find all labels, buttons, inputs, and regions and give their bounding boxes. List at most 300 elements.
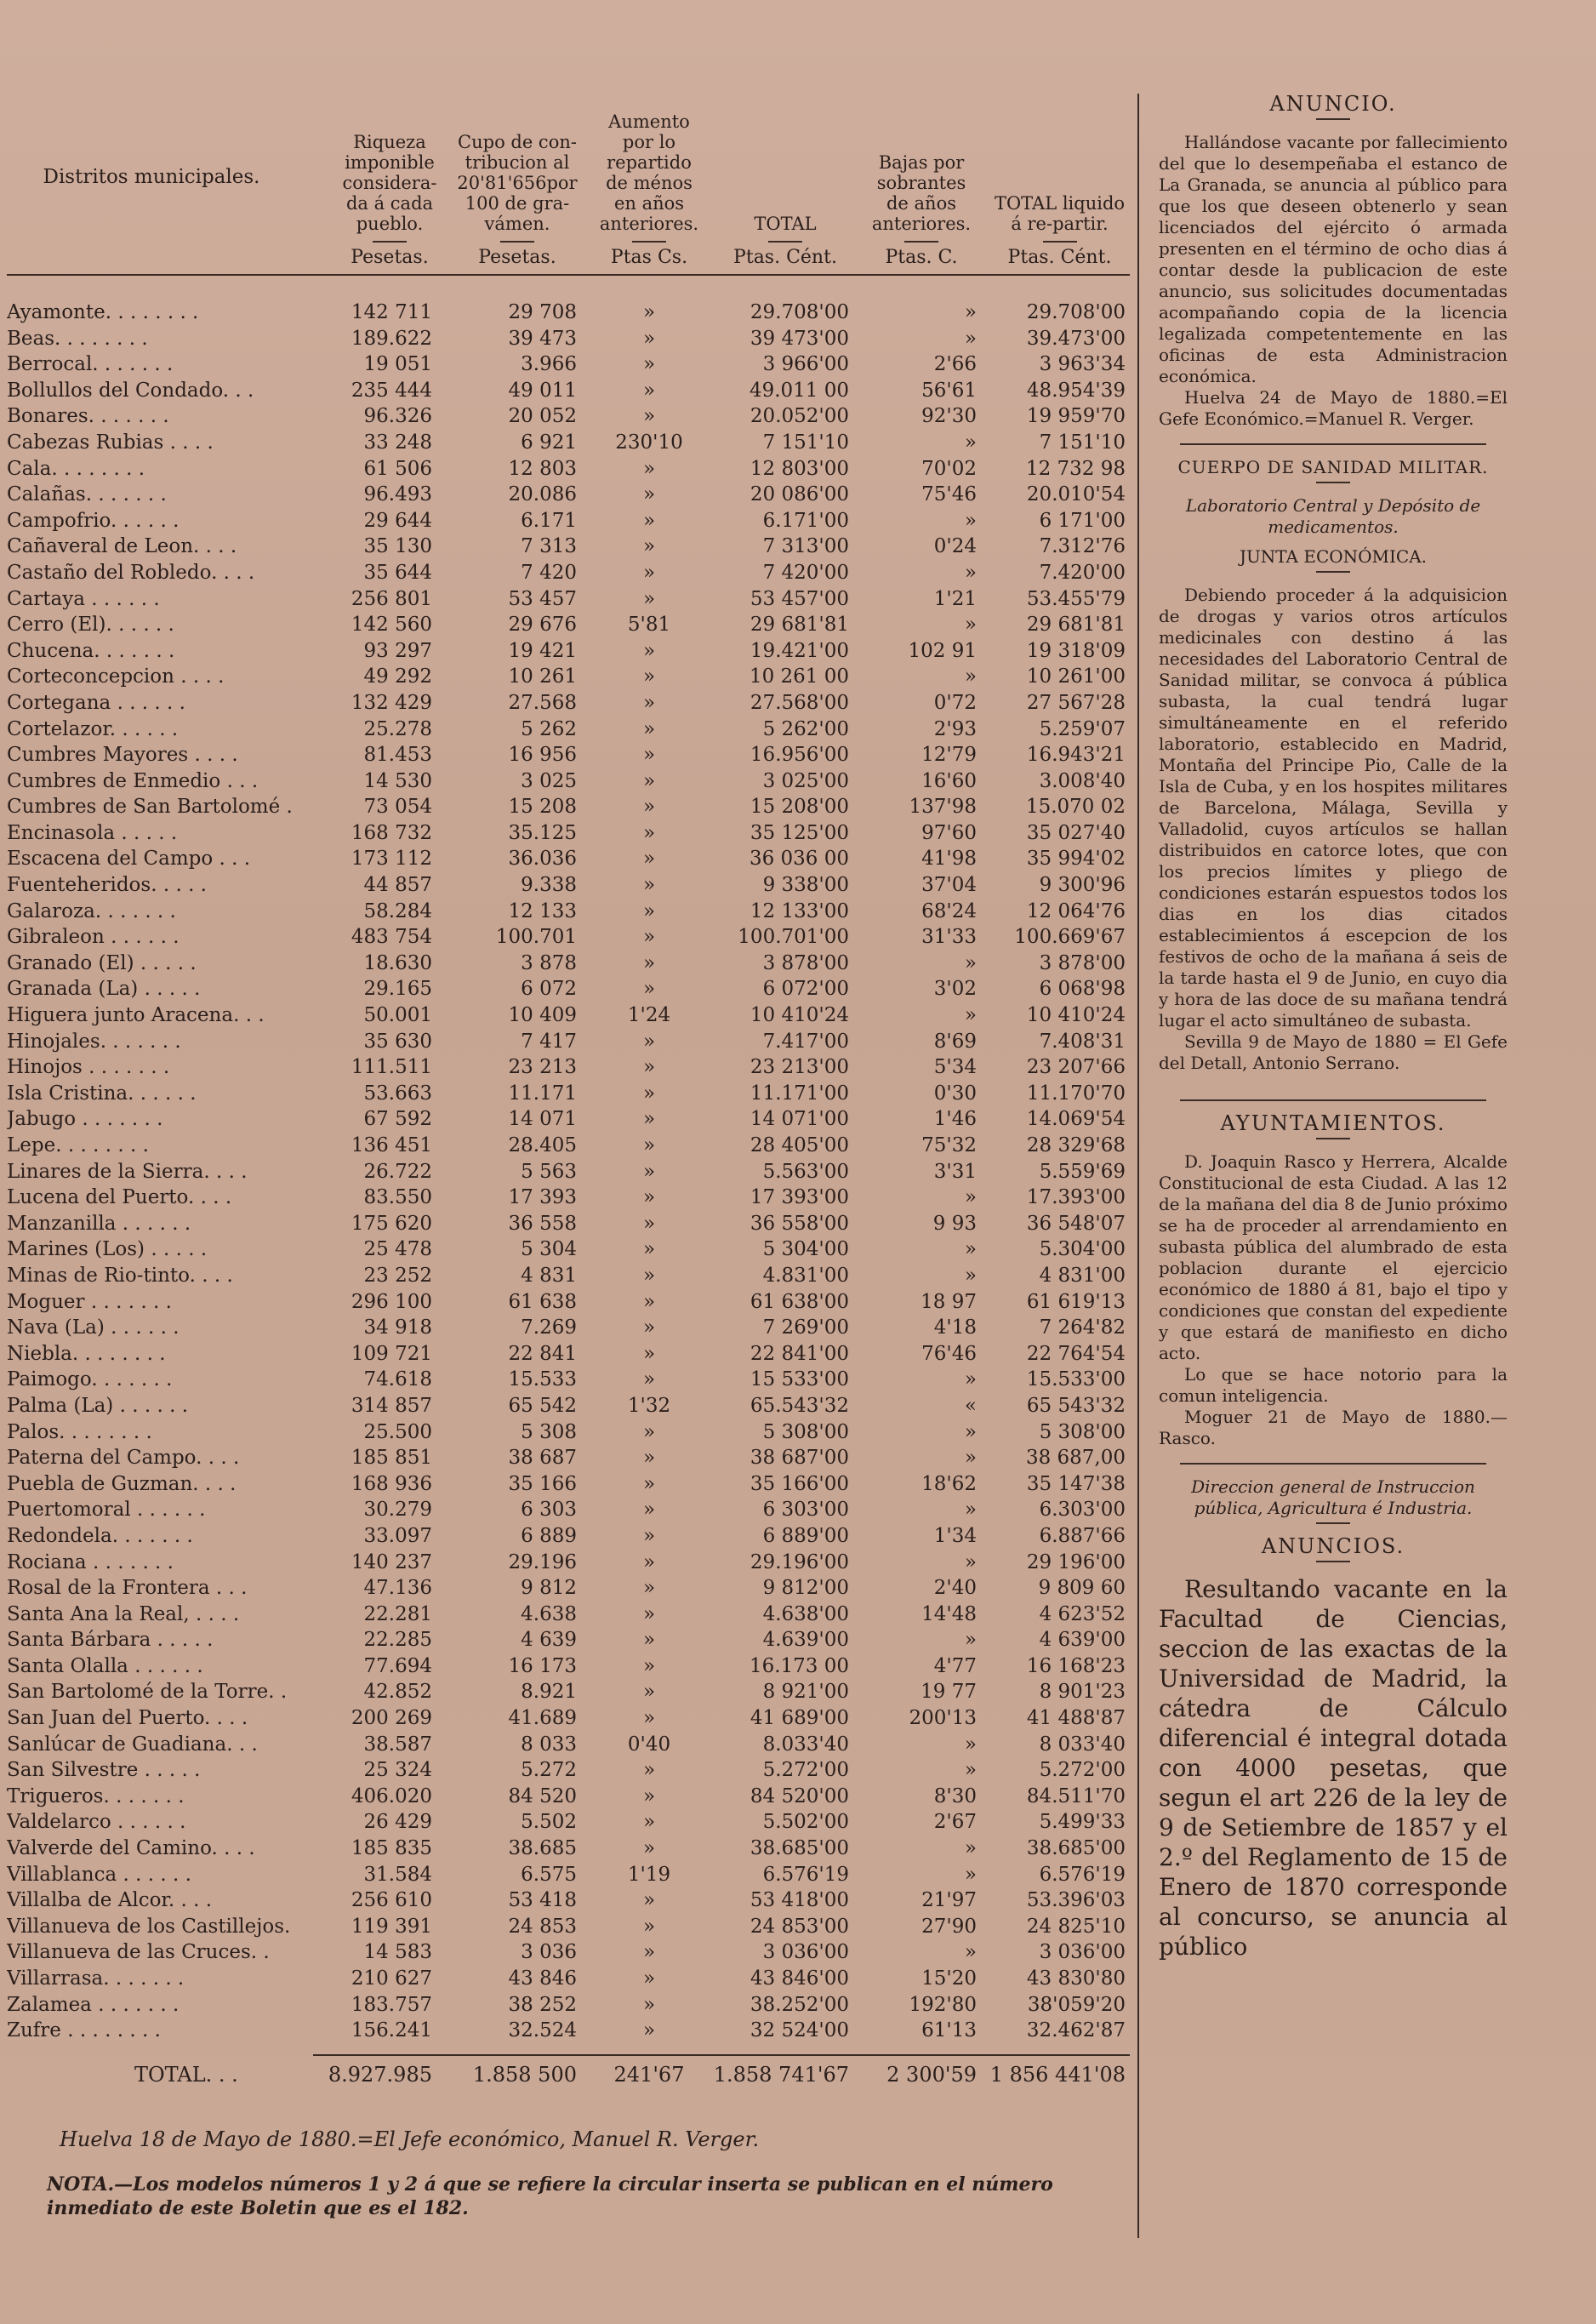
total-district-name: TOTAL. . .	[134, 2063, 238, 2087]
header-aumento: Aumento por lo repartido de ménos en años anteriores. Ptas Cs.	[599, 111, 699, 268]
anuncios-text: Resultando vacante en la Facultad de Ciencias, seccion de las exactas de la Universidad de Madrid, la cátedra de Cálculo diferencial é integral dotada con 4000 pesetas, que segun el art 226 de la ley de 9 de Setiembre de 1857 y el 2.º del Reglamento de 15 de Enero de 1870 corresponde al concurso, se anuncia al público	[1159, 1575, 1508, 1961]
bajas-value: 16'60	[921, 769, 977, 792]
total-value: 35 125'00	[750, 821, 849, 844]
riqueza-value: 58.284	[363, 899, 432, 922]
total-value: 8.033'40	[762, 1733, 849, 1756]
aumento-value: »	[642, 1993, 656, 2016]
cupo-value: 14 071	[508, 1108, 577, 1131]
liquido-value: 3 878'00	[1039, 951, 1126, 974]
total-value: 5 262'00	[762, 717, 849, 740]
district-name: Redondela. . . . . . .	[7, 1524, 193, 1547]
bajas-value: 2'93	[933, 717, 977, 740]
district-name: Escacena del Campo . . .	[7, 848, 251, 871]
liquido-value: 7.408'31	[1039, 1030, 1126, 1053]
riqueza-value: 183.757	[351, 1993, 432, 2016]
table-row	[7, 1393, 1130, 1419]
riqueza-value: 168 732	[351, 821, 432, 844]
liquido-value: 4 623'52	[1039, 1602, 1126, 1625]
district-name: Cortegana . . . . . .	[7, 691, 185, 714]
aumento-value: »	[642, 1681, 656, 1704]
total-total-value: 1.858 741'67	[713, 2063, 849, 2087]
cupo-value: 29.196	[508, 1550, 577, 1573]
district-name: Puebla de Guzman. . . .	[7, 1472, 237, 1495]
table-row	[7, 1784, 1130, 1810]
total-value: 7.417'00	[762, 1030, 849, 1053]
table-row	[7, 1862, 1130, 1888]
footer-signature: Huelva 18 de Mayo de 1880.=El Jefe económico, Manuel R. Verger.	[60, 2127, 760, 2151]
right-column	[1159, 85, 1508, 1961]
table-row	[7, 1809, 1130, 1836]
total-value: 38.685'00	[750, 1837, 849, 1860]
aumento-value: »	[642, 587, 656, 610]
table-row	[7, 1367, 1130, 1393]
riqueza-value: 29.165	[363, 978, 432, 1001]
cupo-value: 38.685	[508, 1837, 577, 1860]
table-row	[7, 378, 1130, 404]
riqueza-value: 74.618	[363, 1368, 432, 1391]
aumento-value: »	[642, 1707, 656, 1730]
total-row	[7, 2058, 1130, 2092]
cupo-value: 6 072	[521, 978, 577, 1001]
aumento-value: »	[642, 1134, 656, 1156]
liquido-value: 43 830'80	[1026, 1967, 1126, 1990]
riqueza-value: 189.622	[351, 327, 432, 350]
total-value: 9 338'00	[762, 874, 849, 897]
total-value: 16.173 00	[749, 1654, 849, 1677]
bajas-value: »	[964, 1759, 977, 1782]
district-name: Rosal de la Frontera . . .	[7, 1577, 248, 1600]
table-row	[7, 1497, 1130, 1523]
bajas-value: 19 77	[921, 1681, 977, 1704]
table-row	[7, 1602, 1130, 1628]
riqueza-value: 26.722	[363, 1160, 432, 1183]
bajas-value: 61'13	[921, 2019, 977, 2042]
liquido-value: 5.559'69	[1039, 1160, 1126, 1183]
cupo-value: 23 213	[508, 1056, 577, 1079]
district-name: Cartaya . . . . . .	[7, 587, 160, 610]
district-name: Villanueva de los Castillejos.	[7, 1915, 291, 1938]
aumento-value: »	[642, 717, 656, 740]
junta-text: Debiendo proceder á la adquisicion de drogas y varios otros artículos medicinales con destino á las necesidades del Laboratorio Central de Sanidad militar, se convoca á pública subasta, la cual tendrá lugar simultáneamente en el referido laboratorio, establecido en Madrid, Montaña del Principe Pio, Calle de la Isla de Cuba, y en los hospites militares de Barcelona, Málaga, Sevilla y Valladolid, cuyos artículos se hallan distribuidos en catorce lotes, que con los precios límites y pliego de condiciones estarán espuestos todos los dias en los dias citados establecimientos á escepcion de los festivos de ocho de la mañana á seis de la tarde hasta el 9 de Junio, en cuyo dia y hora de las doce de su mañana tendrá lugar el acto simultáneo de subasta.	[1159, 585, 1508, 1031]
aumento-value: »	[642, 1784, 656, 1807]
bajas-value: »	[964, 1004, 977, 1027]
table-row	[7, 2018, 1130, 2044]
aumento-value: »	[642, 1811, 656, 1834]
header-cupo: Cupo de con-tribucion al 20'81'656por 100 de gra-vámen. Pesetas.	[457, 132, 578, 268]
bajas-value: »	[964, 1368, 977, 1391]
table-row	[7, 742, 1130, 768]
bajas-value: »	[964, 1550, 977, 1573]
riqueza-value: 185 851	[351, 1447, 432, 1470]
cupo-value: 6 889	[521, 1524, 577, 1547]
district-name: Santa Olalla . . . . . .	[7, 1654, 203, 1677]
aumento-value: 5'81	[627, 614, 671, 637]
total-value: 6.171'00	[762, 509, 849, 532]
liquido-value: 29.708'00	[1026, 301, 1126, 323]
riqueza-value: 200 269	[351, 1707, 432, 1730]
cupo-value: 29 676	[508, 614, 577, 637]
district-name: Cortelazor. . . . . .	[7, 717, 179, 740]
aumento-value: »	[642, 1577, 656, 1600]
total-value: 20.052'00	[750, 405, 849, 428]
riqueza-value: 132 429	[351, 691, 432, 714]
cupo-value: 84 520	[508, 1784, 577, 1807]
cupo-value: 3 025	[521, 769, 577, 792]
bajas-value: »	[964, 1629, 977, 1652]
bajas-value: 14'48	[921, 1602, 977, 1625]
liquido-value: 61 619'13	[1026, 1290, 1126, 1313]
table-row	[7, 1236, 1130, 1263]
cupo-value: 8 033	[521, 1733, 577, 1756]
table-row	[7, 1106, 1130, 1133]
aumento-value: 1'32	[627, 1394, 671, 1417]
liquido-value: 5.499'33	[1039, 1811, 1126, 1834]
district-name: Palos. . . . . . . .	[7, 1420, 152, 1443]
aumento-value: »	[642, 1342, 656, 1365]
total-value: 84 520'00	[750, 1784, 849, 1807]
cupo-value: 5 563	[521, 1160, 577, 1183]
district-name: Santa Ana la Real, . . . .	[7, 1602, 240, 1625]
total-value: 49.011 00	[749, 379, 849, 402]
liquido-value: 7.420'00	[1039, 561, 1126, 584]
total-value: 8 921'00	[762, 1681, 849, 1704]
bajas-value: 15'20	[921, 1967, 977, 1990]
aumento-value: »	[642, 796, 656, 819]
total-value: 53 418'00	[750, 1889, 849, 1912]
liquido-value: 5.259'07	[1039, 717, 1126, 740]
table-row	[7, 1705, 1130, 1732]
district-name: Cala. . . . . . . .	[7, 457, 145, 480]
total-value: 32 524'00	[750, 2019, 849, 2042]
aumento-value: »	[642, 1499, 656, 1522]
liquido-value: 39.473'00	[1026, 327, 1126, 350]
header-liquido: TOTAL liquido á re-partir. Ptas. Cént.	[994, 193, 1126, 268]
liquido-value: 4 831'00	[1039, 1264, 1126, 1287]
total-value: 6 072'00	[762, 978, 849, 1001]
bajas-value: 21'97	[921, 1889, 977, 1912]
liquido-value: 32.462'87	[1026, 2019, 1126, 2042]
aumento-value: »	[642, 379, 656, 402]
liquido-value: 9 809 60	[1038, 1577, 1126, 1600]
table-row	[7, 1211, 1130, 1237]
bajas-value: 4'77	[933, 1654, 977, 1677]
district-name: Villanueva de las Cruces. .	[7, 1941, 270, 1964]
district-name: Berrocal. . . . . . .	[7, 353, 174, 376]
total-value: 17 393'00	[750, 1186, 849, 1209]
district-name: Cumbres de Enmedio . . .	[7, 769, 259, 792]
riqueza-value: 42.852	[363, 1681, 432, 1704]
liquido-value: 3 963'34	[1039, 353, 1126, 376]
liquido-value: 53.455'79	[1026, 587, 1126, 610]
cupo-value: 7 420	[521, 561, 577, 584]
aumento-value: »	[642, 457, 656, 480]
header-distritos: Distritos municipales.	[43, 165, 260, 188]
cupo-value: 4 831	[521, 1264, 577, 1287]
bajas-value: 1'46	[933, 1108, 977, 1131]
bajas-value: »	[964, 1264, 977, 1287]
riqueza-value: 314 857	[351, 1394, 432, 1417]
ayuntamientos-sign: Moguer 21 de Mayo de 1880.—Rasco.	[1159, 1407, 1508, 1448]
cupo-value: 29 708	[508, 301, 577, 323]
liquido-value: 8 033'40	[1039, 1733, 1126, 1756]
total-value: 23 213'00	[750, 1056, 849, 1079]
table-row	[7, 690, 1130, 717]
aumento-value: »	[642, 874, 656, 897]
liquido-value: 28 329'68	[1026, 1134, 1126, 1156]
bajas-value: »	[964, 1733, 977, 1756]
liquido-value: 16.943'21	[1026, 744, 1126, 767]
bajas-value: 0'30	[933, 1082, 977, 1105]
table-row	[7, 1471, 1130, 1498]
aumento-value: »	[642, 1030, 656, 1053]
total-bajas-value: 2 300'59	[886, 2063, 977, 2087]
liquido-value: 7 264'82	[1039, 1316, 1126, 1339]
aumento-value: »	[642, 926, 656, 949]
aumento-value: »	[642, 1654, 656, 1677]
district-name: Hinojales. . . . . . .	[7, 1030, 181, 1053]
district-name: Valverde del Camino. . . .	[7, 1837, 255, 1860]
liquido-value: 5 308'00	[1039, 1420, 1126, 1443]
cupo-value: 10 409	[508, 1004, 577, 1027]
table-row	[7, 1732, 1130, 1758]
aumento-value: »	[642, 1108, 656, 1131]
table-row	[7, 1627, 1130, 1653]
riqueza-value: 96.326	[363, 405, 432, 428]
bajas-value: 31'33	[921, 926, 977, 949]
district-name: Sanlúcar de Guadiana. . .	[7, 1733, 258, 1756]
liquido-value: 65 543'32	[1026, 1394, 1126, 1417]
table-row	[7, 430, 1130, 456]
total-riqueza-value: 8.927.985	[328, 2063, 432, 2087]
total-value: 15 533'00	[750, 1368, 849, 1391]
cupo-value: 9 812	[521, 1577, 577, 1600]
aumento-value: »	[642, 1160, 656, 1183]
aumento-value: »	[642, 1550, 656, 1573]
table-row	[7, 794, 1130, 820]
total-value: 29.708'00	[750, 301, 849, 323]
bajas-value: »	[964, 1238, 977, 1261]
separator	[1316, 571, 1350, 573]
aumento-value: »	[642, 509, 656, 532]
header-total: TOTAL Ptas. Cént.	[733, 214, 837, 268]
riqueza-value: 26 429	[363, 1811, 432, 1834]
liquido-value: 84.511'70	[1026, 1784, 1126, 1807]
cupo-value: 19 421	[508, 639, 577, 662]
riqueza-value: 111.511	[351, 1056, 432, 1079]
riqueza-value: 14 583	[363, 1941, 432, 1964]
total-value: 6.576'19	[762, 1863, 849, 1886]
district-name: Valdelarco . . . . . .	[7, 1811, 186, 1834]
total-value: 53 457'00	[750, 587, 849, 610]
district-name: Moguer . . . . . . .	[7, 1290, 172, 1313]
table-row	[7, 612, 1130, 638]
bajas-value: »	[964, 1863, 977, 1886]
riqueza-value: 22.281	[363, 1602, 432, 1625]
bajas-value: 2'66	[933, 353, 977, 376]
liquido-value: 6 068'98	[1039, 978, 1126, 1001]
cupo-value: 5.502	[521, 1811, 577, 1834]
district-name: Ayamonte. . . . . . . .	[7, 301, 199, 323]
bajas-value: »	[964, 665, 977, 688]
bajas-value: »	[964, 327, 977, 350]
total-value: 4.639'00	[762, 1629, 849, 1652]
aumento-value: »	[642, 978, 656, 1001]
table-row	[7, 300, 1130, 326]
bajas-value: »	[964, 1186, 977, 1209]
total-value: 38.252'00	[750, 1993, 849, 2016]
cupo-value: 6 303	[521, 1499, 577, 1522]
aumento-value: »	[642, 1524, 656, 1547]
total-value: 19.421'00	[750, 639, 849, 662]
total-value: 12 803'00	[750, 457, 849, 480]
bajas-value: 0'72	[933, 691, 977, 714]
separator	[1180, 1099, 1486, 1101]
table-row	[7, 820, 1130, 847]
district-name: Villablanca . . . . . .	[7, 1863, 191, 1886]
total-rule	[313, 2054, 1130, 2056]
cupo-value: 9.338	[521, 874, 577, 897]
district-name: Cañaveral de Leon. . . .	[7, 535, 237, 558]
total-value: 12 133'00	[750, 899, 849, 922]
cupo-value: 36 558	[508, 1212, 577, 1235]
cupo-value: 43 846	[508, 1967, 577, 1990]
total-value: 5.563'00	[762, 1160, 849, 1183]
cupo-value: 38 687	[508, 1447, 577, 1470]
anuncio-title: ANUNCIO.	[1269, 92, 1397, 116]
riqueza-value: 406.020	[351, 1784, 432, 1807]
riqueza-value: 168 936	[351, 1472, 432, 1495]
total-value: 14 071'00	[750, 1108, 849, 1131]
cupo-value: 100.701	[495, 926, 577, 949]
total-value: 15 208'00	[750, 796, 849, 819]
riqueza-value: 18.630	[363, 951, 432, 974]
total-liquido-value: 1 856 441'08	[989, 2063, 1126, 2087]
liquido-value: 7 151'10	[1039, 431, 1126, 454]
riqueza-value: 47.136	[363, 1577, 432, 1600]
liquido-value: 24 825'10	[1026, 1915, 1126, 1938]
bajas-value: 200'13	[909, 1707, 977, 1730]
district-name: Castaño del Robledo. . . .	[7, 561, 255, 584]
cupo-value: 5 308	[521, 1420, 577, 1443]
riqueza-value: 25 324	[363, 1759, 432, 1782]
sanidad-subtitle: Laboratorio Central y Depósito de medicamentos.	[1185, 495, 1481, 537]
total-value: 24 853'00	[750, 1915, 849, 1938]
liquido-value: 16 168'23	[1026, 1654, 1126, 1677]
table-row	[7, 717, 1130, 743]
table-row	[7, 638, 1130, 665]
liquido-value: 3 036'00	[1039, 1941, 1126, 1964]
cupo-value: 15.533	[508, 1368, 577, 1391]
table-row	[7, 1966, 1130, 1992]
table-row	[7, 1445, 1130, 1471]
bajas-value: »	[964, 1499, 977, 1522]
aumento-value: »	[642, 2019, 656, 2042]
total-value: 16.956'00	[750, 744, 849, 767]
cupo-value: 15 208	[508, 796, 577, 819]
riqueza-value: 25.500	[363, 1420, 432, 1443]
table-row	[7, 1550, 1130, 1576]
liquido-value: 10 410'24	[1026, 1004, 1126, 1027]
riqueza-value: 93 297	[363, 639, 432, 662]
bajas-value: 137'98	[909, 796, 977, 819]
cupo-value: 10 261	[508, 665, 577, 688]
bajas-value: 56'61	[921, 379, 977, 402]
liquido-value: 48.954'39	[1026, 379, 1126, 402]
table-row	[7, 1341, 1130, 1368]
riqueza-value: 235 444	[351, 379, 432, 402]
cupo-value: 41.689	[508, 1707, 577, 1730]
junta-sign: Sevilla 9 de Mayo de 1880 = El Gefe del Detall, Antonio Serrano.	[1159, 1031, 1508, 1073]
total-value: 7 420'00	[762, 561, 849, 584]
table-row	[7, 1133, 1130, 1159]
bajas-value: »	[964, 1941, 977, 1964]
table-row	[7, 1836, 1130, 1862]
district-name: Encinasola . . . . .	[7, 821, 178, 844]
bajas-value: 192'80	[909, 1993, 977, 2016]
district-name: Palma (La) . . . . . .	[7, 1394, 189, 1417]
riqueza-value: 73 054	[363, 796, 432, 819]
liquido-value: 38.685'00	[1026, 1837, 1126, 1860]
aumento-value: »	[642, 1629, 656, 1652]
riqueza-value: 33 248	[363, 431, 432, 454]
riqueza-value: 49 292	[363, 665, 432, 688]
total-value: 5.272'00	[762, 1759, 849, 1782]
aumento-value: »	[642, 899, 656, 922]
header-rule	[7, 274, 1130, 276]
total-aumento-value: 241'67	[613, 2063, 685, 2087]
district-name: Minas de Rio-tinto. . . .	[7, 1264, 233, 1287]
table-row	[7, 560, 1130, 586]
liquido-value: 19 959'70	[1026, 405, 1126, 428]
liquido-value: 35 147'38	[1026, 1472, 1126, 1495]
liquido-value: 15.070 02	[1025, 796, 1126, 819]
bajas-value: «	[964, 1394, 977, 1417]
total-value: 11.171'00	[750, 1082, 849, 1105]
table-row	[7, 1029, 1130, 1055]
total-value: 28 405'00	[750, 1134, 849, 1156]
riqueza-value: 38.587	[363, 1733, 432, 1756]
cupo-value: 38 252	[508, 1993, 577, 2016]
aumento-value: »	[642, 1290, 656, 1313]
table-row	[7, 1419, 1130, 1446]
table-row	[7, 1914, 1130, 1940]
liquido-value: 38 687,00	[1025, 1447, 1126, 1470]
cupo-value: 28.405	[508, 1134, 577, 1156]
total-value: 61 638'00	[750, 1290, 849, 1313]
table-row	[7, 1263, 1130, 1289]
district-name: Cumbres de San Bartolomé .	[7, 796, 293, 819]
liquido-value: 100.669'67	[1014, 926, 1126, 949]
district-name: San Silvestre . . . . .	[7, 1759, 201, 1782]
direccion-title: Direccion general de Instruccion pública, Agricultura é Industria.	[1191, 1476, 1475, 1518]
cupo-value: 5 304	[521, 1238, 577, 1261]
table-row	[7, 1185, 1130, 1211]
bajas-value: 37'04	[921, 874, 977, 897]
district-name: Zufre . . . . . . . .	[7, 2019, 161, 2042]
cupo-value: 35 166	[508, 1472, 577, 1495]
bajas-value: »	[964, 614, 977, 637]
aumento-value: »	[642, 1941, 656, 1964]
bajas-value: 4'18	[933, 1316, 977, 1339]
total-value: 22 841'00	[750, 1342, 849, 1365]
bajas-value: 75'32	[921, 1134, 977, 1156]
table-row	[7, 768, 1130, 795]
separator	[1180, 1463, 1486, 1465]
aumento-value: »	[642, 769, 656, 792]
liquido-value: 4 639'00	[1039, 1629, 1126, 1652]
aumento-value: »	[642, 665, 656, 688]
total-value: 3 036'00	[762, 1941, 849, 1964]
